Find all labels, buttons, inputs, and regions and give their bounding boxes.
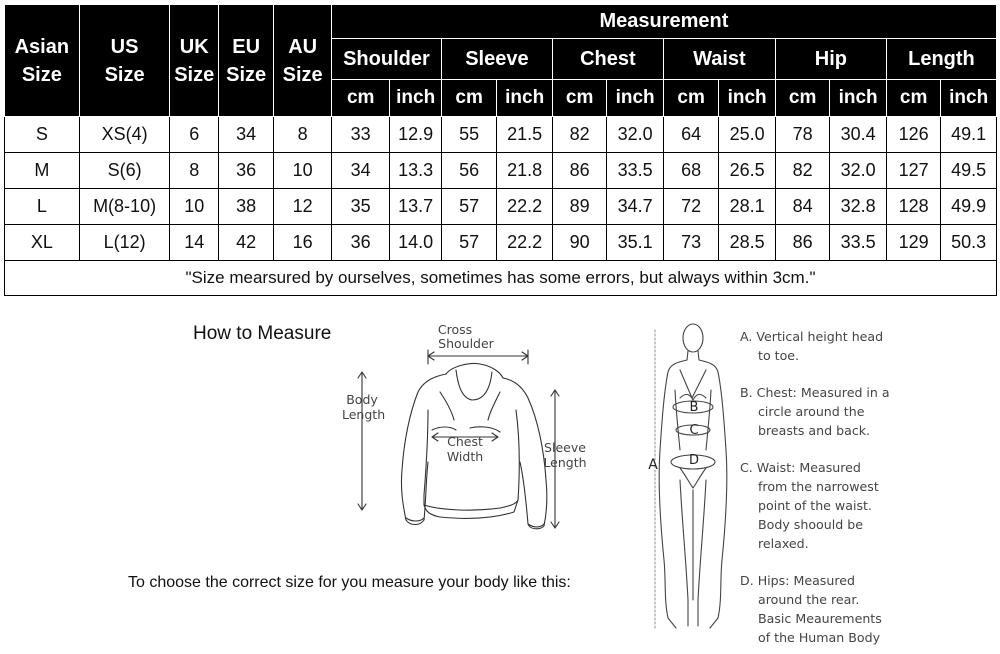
- header-waist: Waist: [663, 39, 775, 80]
- table-cell: 34: [331, 153, 390, 189]
- measure-instruction: To choose the correct size for you measure your body like this:: [128, 574, 571, 591]
- legend-a-line: to toe.: [758, 348, 800, 363]
- table-cell: 16: [274, 225, 332, 261]
- header-shoulder: Shoulder: [331, 39, 441, 80]
- table-cell: S(6): [79, 153, 170, 189]
- unit-header: inch: [830, 80, 887, 117]
- unit-header: inch: [497, 80, 553, 117]
- header-hip: Hip: [775, 39, 886, 80]
- table-cell: M: [5, 153, 80, 189]
- table-cell: L: [5, 189, 80, 225]
- unit-header: cm: [775, 80, 829, 117]
- legend-b-line: B. Chest: Measured in a: [740, 385, 890, 400]
- table-cell: S: [5, 117, 80, 153]
- table-cell: 28.5: [719, 225, 776, 261]
- table-cell: 21.5: [497, 117, 553, 153]
- body-length-label: Body Length: [342, 392, 386, 422]
- table-cell: 86: [552, 153, 606, 189]
- table-cell: L(12): [79, 225, 170, 261]
- table-cell: 127: [886, 153, 940, 189]
- table-cell: 128: [886, 189, 940, 225]
- table-cell: 32.0: [830, 153, 887, 189]
- table-cell: 13.3: [390, 153, 441, 189]
- table-cell: 14.0: [390, 225, 441, 261]
- table-cell: 38: [218, 189, 274, 225]
- table-cell: M(8-10): [79, 189, 170, 225]
- table-cell: 64: [663, 117, 719, 153]
- legend-c-line: from the narrowest: [758, 479, 879, 494]
- table-cell: 12: [274, 189, 332, 225]
- unit-header: inch: [607, 80, 664, 117]
- header-eu-size: EU Size: [218, 5, 274, 117]
- cross-shoulder-label-line2: Shoulder: [438, 336, 494, 351]
- table-cell: 34.7: [607, 189, 664, 225]
- measurement-note: "Size mearsured by ourselves, sometimes has some errors, but always within 3cm.": [5, 261, 997, 296]
- legend-c: [740, 458, 879, 553]
- unit-header: cm: [441, 80, 497, 117]
- table-cell: 57: [441, 225, 497, 261]
- legend-d-line: Basic Meaurements: [758, 611, 882, 626]
- unit-header: cm: [663, 80, 719, 117]
- header-uk-size: UK Size: [170, 5, 218, 117]
- legend-b-line: breasts and back.: [758, 423, 871, 438]
- table-cell: XS(4): [79, 117, 170, 153]
- legend-c-line: point of the waist.: [758, 498, 872, 513]
- header-us-size: US Size: [79, 5, 170, 117]
- table-cell: 55: [441, 117, 497, 153]
- table-cell: 30.4: [830, 117, 887, 153]
- unit-header: inch: [390, 80, 441, 117]
- table-cell: 26.5: [719, 153, 776, 189]
- chest-width-label: Chest Width: [446, 434, 484, 464]
- table-cell: 33: [331, 117, 390, 153]
- legend-a: [740, 327, 883, 365]
- unit-header: cm: [886, 80, 940, 117]
- table-cell: 89: [552, 189, 606, 225]
- table-cell: 49.1: [941, 117, 997, 153]
- header-length: Length: [886, 39, 996, 80]
- table-cell: 22.2: [497, 225, 553, 261]
- legend-d-line: D. Hips: Measured: [740, 573, 855, 588]
- header-asian-size: Asian Size: [5, 5, 80, 117]
- table-cell: 82: [775, 153, 829, 189]
- table-cell: 129: [886, 225, 940, 261]
- marker-a: A: [648, 457, 658, 473]
- table-cell: 32.0: [607, 117, 664, 153]
- table-cell: 33.5: [830, 225, 887, 261]
- legend-c-line: relaxed.: [758, 536, 809, 551]
- legend-b-line: circle around the: [758, 404, 865, 419]
- table-cell: 86: [775, 225, 829, 261]
- table-cell: 36: [331, 225, 390, 261]
- unit-header: inch: [719, 80, 776, 117]
- table-cell: 57: [441, 189, 497, 225]
- legend-b: [740, 383, 890, 440]
- table-cell: 21.8: [497, 153, 553, 189]
- table-cell: 34: [218, 117, 274, 153]
- table-cell: 126: [886, 117, 940, 153]
- legend-d: [740, 571, 882, 647]
- table-cell: 25.0: [719, 117, 776, 153]
- table-cell: 78: [775, 117, 829, 153]
- table-cell: 84: [775, 189, 829, 225]
- legend-d-line: around the rear.: [758, 592, 860, 607]
- marker-b: B: [689, 400, 699, 415]
- table-cell: XL: [5, 225, 80, 261]
- table-cell: 22.2: [497, 189, 553, 225]
- table-cell: 32.8: [830, 189, 887, 225]
- table-cell: 49.5: [941, 153, 997, 189]
- table-cell: 82: [552, 117, 606, 153]
- header-sleeve: Sleeve: [441, 39, 552, 80]
- table-cell: 33.5: [607, 153, 664, 189]
- table-cell: 56: [441, 153, 497, 189]
- table-cell: 10: [170, 189, 218, 225]
- table-cell: 68: [663, 153, 719, 189]
- table-cell: 8: [170, 153, 218, 189]
- marker-c: C: [689, 423, 699, 438]
- table-cell: 73: [663, 225, 719, 261]
- table-cell: 8: [274, 117, 332, 153]
- how-to-measure-title: How to Measure: [193, 323, 332, 344]
- table-cell: 12.9: [390, 117, 441, 153]
- cross-shoulder-label: Cross: [437, 322, 473, 337]
- table-cell: 28.1: [719, 189, 776, 225]
- table-cell: 90: [552, 225, 606, 261]
- table-cell: 6: [170, 117, 218, 153]
- table-cell: 42: [218, 225, 274, 261]
- unit-header: cm: [552, 80, 606, 117]
- legend-c-line: C. Waist: Measured: [740, 460, 861, 475]
- sleeve-length-label: Sleeve Length: [543, 440, 587, 470]
- table-cell: 14: [170, 225, 218, 261]
- table-cell: 10: [274, 153, 332, 189]
- table-cell: 13.7: [390, 189, 441, 225]
- unit-header: inch: [941, 80, 997, 117]
- header-au-size: AU Size: [274, 5, 332, 117]
- legend-c-line: Body shoould be: [758, 517, 863, 532]
- marker-d: D: [688, 453, 699, 468]
- header-chest: Chest: [552, 39, 663, 80]
- unit-header: cm: [331, 80, 390, 117]
- table-cell: 49.9: [941, 189, 997, 225]
- table-cell: 72: [663, 189, 719, 225]
- legend-d-line: of the Human Body: [758, 630, 881, 645]
- table-cell: 35.1: [607, 225, 664, 261]
- table-cell: 35: [331, 189, 390, 225]
- table-cell: 50.3: [941, 225, 997, 261]
- table-cell: 36: [218, 153, 274, 189]
- legend-a-line: A. Vertical height head: [740, 329, 884, 344]
- header-measurement: Measurement: [331, 5, 996, 39]
- body-figure: [655, 324, 727, 630]
